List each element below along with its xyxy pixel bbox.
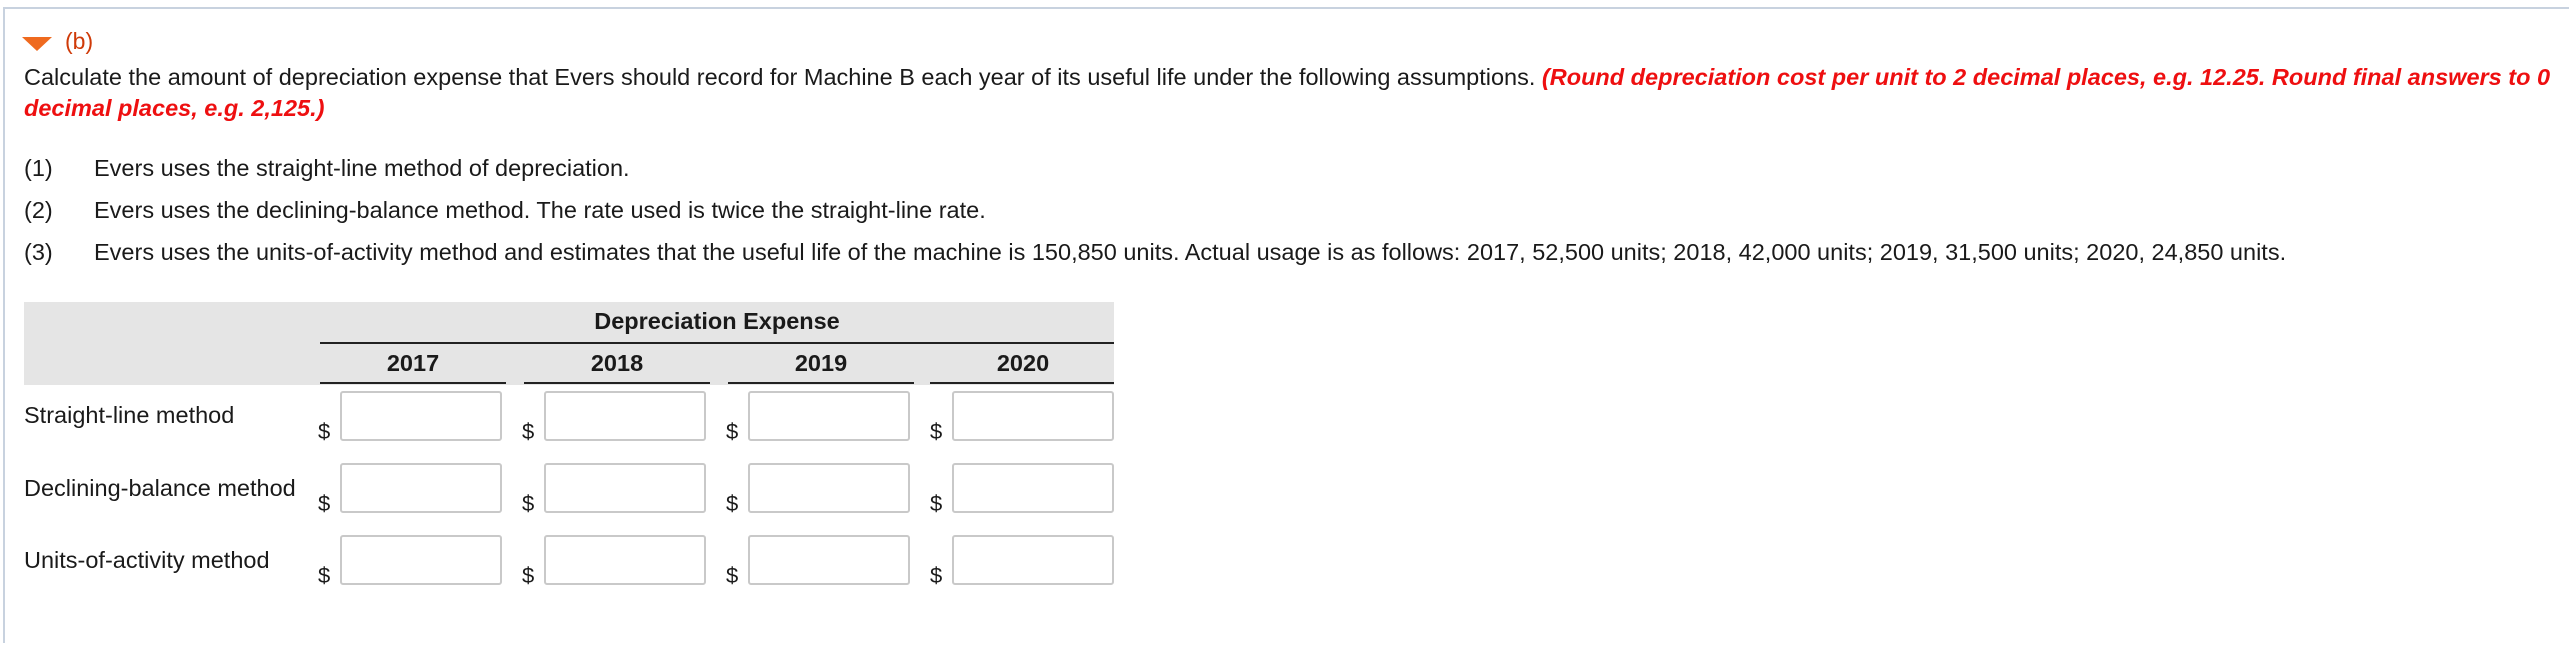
- straight-line-2017-input[interactable]: [340, 391, 502, 441]
- currency-symbol: $: [522, 491, 535, 516]
- year-header-2018: 2018: [590, 350, 644, 376]
- column-rule: [728, 382, 914, 384]
- assumption-text: Evers uses the declining-balance method. The rate used is twice the straight-line rate.: [94, 197, 986, 223]
- currency-symbol: $: [930, 563, 943, 588]
- straight-line-2019-input[interactable]: [748, 391, 910, 441]
- column-rule: [524, 382, 710, 384]
- caret-down-icon[interactable]: [22, 37, 52, 51]
- column-rule: [320, 382, 506, 384]
- currency-symbol: $: [930, 419, 943, 444]
- assumption-3: [24, 237, 2286, 267]
- currency-symbol: $: [726, 563, 739, 588]
- year-header-2019: 2019: [794, 350, 848, 376]
- declining-balance-2017-input[interactable]: [340, 463, 502, 513]
- instructions: [24, 62, 2564, 124]
- currency-symbol: $: [726, 491, 739, 516]
- assumption-text: Evers uses the straight-line method of depreciation.: [94, 155, 630, 181]
- row-label-units-of-activity: Units-of-activity method: [24, 547, 270, 573]
- header-divider: [320, 342, 1114, 344]
- units-of-activity-2020-input[interactable]: [952, 535, 1114, 585]
- declining-balance-2020-input[interactable]: [952, 463, 1114, 513]
- straight-line-2020-input[interactable]: [952, 391, 1114, 441]
- assumption-text: Evers uses the units-of-activity method and estimates that the useful life of the machine is 150,850 units. Actual usage is as follows: 2017, 52,500 units; 2018, 42,000 units; 2019, 31,500 units; 2020, 24,850 units.: [94, 239, 2287, 265]
- row-label-declining-balance: Declining-balance method: [24, 475, 296, 501]
- straight-line-2018-input[interactable]: [544, 391, 706, 441]
- declining-balance-2018-input[interactable]: [544, 463, 706, 513]
- currency-symbol: $: [318, 491, 331, 516]
- section-toggle[interactable]: [22, 26, 93, 56]
- row-label-straight-line: Straight-line method: [24, 402, 235, 428]
- section-label: (b): [65, 27, 94, 54]
- assumption-number: (3): [24, 239, 53, 265]
- currency-symbol: $: [930, 491, 943, 516]
- units-of-activity-2018-input[interactable]: [544, 535, 706, 585]
- assumption-1: [24, 153, 630, 183]
- year-header-2020: 2020: [996, 350, 1050, 376]
- year-header-2017: 2017: [386, 350, 440, 376]
- assumption-number: (2): [24, 197, 53, 223]
- instructions-text: Calculate the amount of depreciation expense that Evers should record for Machine B each year of its useful life under the following assumptions.: [24, 64, 1536, 90]
- currency-symbol: $: [522, 563, 535, 588]
- currency-symbol: $: [318, 419, 331, 444]
- currency-symbol: $: [726, 419, 739, 444]
- depreciation-expense-header: Depreciation Expense: [594, 308, 840, 334]
- assumption-2: [24, 195, 986, 225]
- currency-symbol: $: [318, 563, 331, 588]
- column-rule: [930, 382, 1114, 384]
- units-of-activity-2019-input[interactable]: [748, 535, 910, 585]
- rounding-hint: (Round depreciation cost per unit to 2 decimal places, e.g. 12.25. Round final answers to 0 decimal places, e.g. 2,125.): [24, 64, 2551, 121]
- units-of-activity-2017-input[interactable]: [340, 535, 502, 585]
- assumption-number: (1): [24, 155, 53, 181]
- currency-symbol: $: [522, 419, 535, 444]
- declining-balance-2019-input[interactable]: [748, 463, 910, 513]
